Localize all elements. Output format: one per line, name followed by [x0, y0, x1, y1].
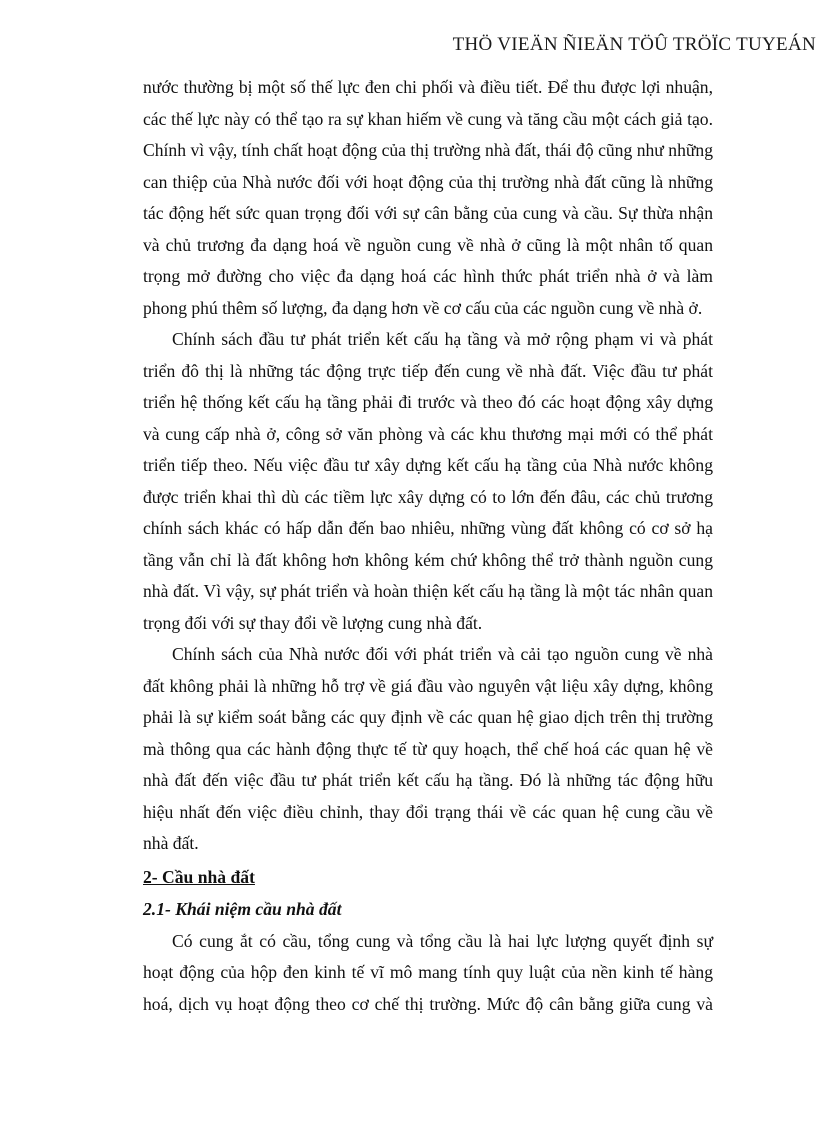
- text-line: Chính vì vậy, tính chất hoạt động của thị trường nhà đất, thái độ cũng như những: [143, 140, 713, 160]
- text-line: Có cung ắt có cầu, tổng cung và tổng cầu là hai lực lượng quyết định sự: [172, 930, 713, 951]
- text-line: nhà đất.: [143, 833, 199, 853]
- text-line: hiệu nhất đến việc điều chỉnh, thay đổi trạng thái về các quan hệ cung cầu về: [143, 801, 713, 822]
- text-line: can thiệp của Nhà nước đối với hoạt động của thị trường nhà đất cũng là những: [143, 171, 713, 192]
- paragraph-1: [143, 72, 713, 324]
- paragraph-3: [143, 639, 713, 860]
- text-line: hoạt động của hộp đen kinh tế vĩ mô mang tính quy luật của nền kinh tế hàng: [143, 962, 713, 982]
- page-header: THÖ VIEÄN ÑIEÄN TÖÛ TRÖÏC TUYEÁN: [452, 34, 816, 55]
- text-line: và cung cấp nhà ở, công sở văn phòng và các khu thương mại mới có thể phát: [143, 423, 713, 444]
- subsection-heading: 2.1- Khái niệm cầu nhà đất: [143, 899, 342, 919]
- text-line: nhà đất đến việc đầu tư phát triển kết cấu hạ tầng. Đó là những tác động hữu: [143, 770, 713, 790]
- text-line: triển hệ thống kết cấu hạ tầng phải đi trước và theo đó các hoạt động xây dựng: [143, 392, 713, 412]
- text-line: các thế lực này có thể tạo ra sự khan hiếm về cung và tăng cầu một cách giả tạo.: [143, 108, 713, 129]
- paragraph-2: [143, 324, 713, 639]
- text-line: tác động hết sức quan trọng đối với sự cân bằng của cung và cầu. Sự thừa nhận: [143, 203, 713, 223]
- text-line: trọng đối với sự thay đổi về lượng cung nhà đất.: [143, 612, 483, 633]
- text-line: nhà đất. Vì vậy, sự phát triển và hoàn thiện kết cấu hạ tầng là một tác nhân quan: [143, 581, 713, 601]
- text-line: trọng mở đường cho việc đa dạng hoá các hình thức phát triển nhà ở và làm: [143, 266, 713, 286]
- text-line: được triển khai thì dù các tiềm lực xây dựng có to lớn đến đâu, các chủ trương: [143, 486, 713, 507]
- text-line: triển đô thị là những tác động trực tiếp đến cung về nhà đất. Việc đầu tư phát: [143, 360, 713, 381]
- text-line: mà thông qua các hành động thực tế từ quy hoạch, thể chế hoá các quan hệ về: [143, 738, 713, 759]
- text-line: Chính sách của Nhà nước đối với phát triển và cải tạo nguồn cung về nhà: [172, 644, 713, 664]
- paragraph-4: [143, 926, 713, 1021]
- text-line: phải là sự kiểm soát bằng các quy định về các quan hệ giao dịch trên thị trường: [143, 707, 713, 727]
- text-line: đất không phải là những hỗ trợ về giá đầu vào nguyên vật liệu xây dựng, không: [143, 675, 713, 696]
- document-body: [143, 72, 713, 1020]
- text-line: phong phú thêm số lượng, đa dạng hơn về cơ cấu của các nguồn cung về nhà ở.: [143, 297, 703, 318]
- section-heading: 2- Cầu nhà đất: [143, 866, 255, 887]
- text-line: tầng vẫn chỉ là đất không hơn không kém chứ không thể trở thành nguồn cung: [143, 549, 713, 570]
- text-line: triển tiếp theo. Nếu việc đầu tư xây dựng kết cấu hạ tầng của Nhà nước không: [143, 455, 713, 475]
- text-line: hoá, dịch vụ hoạt động theo cơ chế thị trường. Mức độ cân bằng giữa cung và: [143, 993, 713, 1014]
- text-line: Chính sách đầu tư phát triển kết cấu hạ tầng và mở rộng phạm vi và phát: [172, 329, 713, 349]
- text-line: và chủ trương đa dạng hoá về nguồn cung về nhà ở cũng là một nhân tố quan: [143, 234, 713, 255]
- text-line: chính sách khác có hấp dẫn đến bao nhiêu, những vùng đất không có cơ sở hạ: [143, 518, 713, 538]
- text-line: nước thường bị một số thế lực đen chi phối và điều tiết. Để thu được lợi nhuận,: [143, 77, 713, 97]
